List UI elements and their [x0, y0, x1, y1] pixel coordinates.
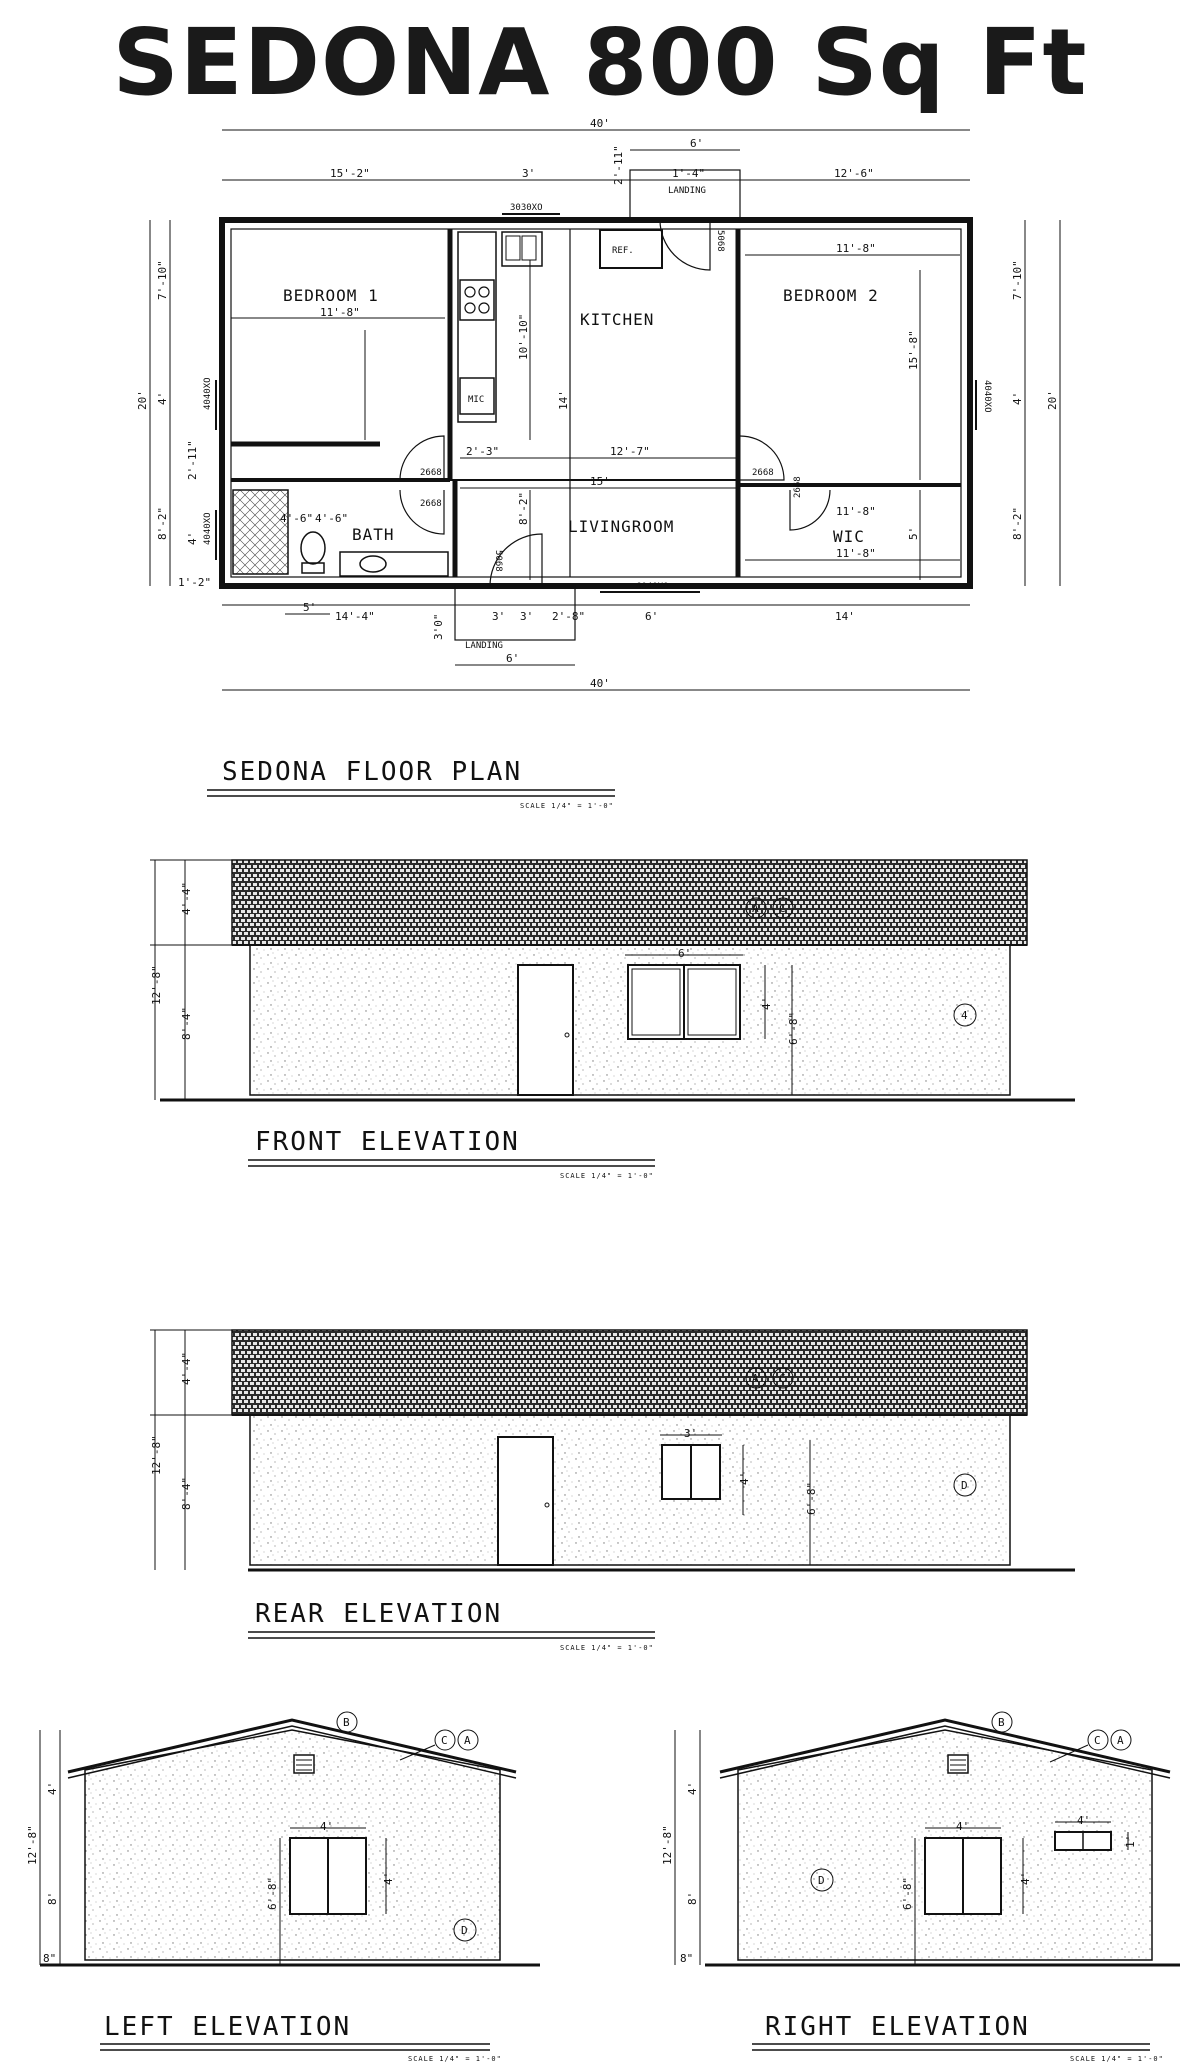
dim-text: 14' — [835, 610, 855, 623]
window-tag: 3030XO — [510, 203, 543, 213]
dim-text: 11'-8" — [836, 547, 876, 560]
dim-text: 4' — [1011, 391, 1024, 405]
dim-text: 4' — [1019, 1871, 1032, 1885]
dim-text: 3' — [684, 1427, 698, 1440]
landing-label: LANDING — [668, 186, 706, 196]
window-tag: 4040XO — [203, 377, 213, 410]
dim-text: 20' — [136, 390, 149, 410]
room-livingroom: LIVINGROOM — [568, 517, 675, 536]
dim-text: 12'-7" — [610, 445, 650, 458]
caption-floor-plan: SEDONA FLOOR PLAN — [222, 757, 523, 787]
front-door — [518, 965, 573, 1095]
caption-rear-elevation: REAR ELEVATION — [255, 1599, 503, 1629]
dim-text: 6' — [678, 947, 692, 960]
dim-text: 14'-4" — [335, 610, 375, 623]
dim-text: 1' — [1124, 1834, 1137, 1848]
scale-note: SCALE 1/4" = 1'-0" — [408, 2055, 502, 2063]
floor-plan-labels — [136, 117, 1059, 690]
dim-text: 4' — [1077, 1814, 1091, 1827]
dim-text: 14' — [557, 390, 570, 410]
dim-text: 4' — [186, 531, 199, 545]
right-elevation — [661, 1712, 1180, 2063]
scale-note: SCALE 1/4" = 1'-0" — [1070, 2055, 1164, 2063]
landing-label: LANDING — [465, 641, 503, 651]
window-tag: 6040XO — [636, 582, 669, 592]
dim-text: 6'-8" — [266, 1876, 279, 1910]
dim-text: 4' — [760, 996, 773, 1010]
lavatory — [360, 556, 386, 572]
elev-tag: A — [752, 1372, 759, 1385]
elev-tag: A — [752, 902, 759, 915]
front-elevation — [150, 860, 1075, 1180]
kitchen-counter — [458, 232, 496, 422]
dim-text: 3' — [522, 167, 536, 180]
dimension-lines — [150, 130, 1060, 690]
dim-text: 12'-8" — [150, 965, 163, 1005]
dim-text: 4' — [686, 1781, 699, 1795]
dim-text: 10'-10" — [517, 313, 530, 360]
shower — [233, 490, 288, 574]
dim-text: 1'-4" — [672, 167, 706, 180]
dim-text: 8'-2" — [517, 491, 530, 525]
elev-tag: 4 — [961, 1009, 968, 1022]
door-tag: 2668 — [793, 476, 803, 498]
elev-tag: D — [961, 1479, 968, 1492]
dim-text: 4'-6" — [315, 512, 349, 525]
dim-text: 4' — [156, 391, 169, 405]
dim-text: 4' — [46, 1781, 59, 1795]
wall-stucco — [250, 1415, 1010, 1565]
room-bath: BATH — [352, 525, 395, 544]
door-tag: 2668 — [420, 499, 442, 509]
dim-text: 8'-4" — [180, 1006, 193, 1040]
room-bedroom-1: BEDROOM 1 — [283, 286, 379, 305]
dim-text: 6'-8" — [805, 1481, 818, 1515]
bath-door-swing — [400, 490, 444, 534]
dim-text: 8' — [686, 1891, 699, 1905]
dim-text: 6'-8" — [901, 1876, 914, 1910]
dim-text: 2'-8" — [552, 610, 586, 623]
toilet — [301, 532, 325, 564]
dim-text: 15'-2" — [330, 167, 370, 180]
dim-text: 3' — [492, 610, 506, 623]
door-tag: 2668 — [420, 468, 442, 478]
dim-text: 40' — [590, 117, 610, 130]
left-elevation — [26, 1712, 540, 2063]
dim-text: 8'-4" — [180, 1476, 193, 1510]
dim-text: 40' — [590, 677, 610, 690]
floor-plan — [150, 130, 1060, 690]
dim-text: 7'-10" — [1011, 260, 1024, 300]
window-tag: 4040XO — [982, 380, 992, 413]
rear-door-swing — [660, 220, 710, 270]
dim-text: 1'-2" — [178, 576, 212, 589]
dim-text: 12'-8" — [26, 1825, 39, 1865]
dim-text: 7'-10" — [156, 260, 169, 300]
elev-tag: B — [998, 1716, 1005, 1729]
dim-text: 8'-2" — [156, 506, 169, 540]
dim-text: 2'-11" — [186, 440, 199, 480]
dim-text: 4'-6" — [280, 512, 314, 525]
scale-note: SCALE 1/4" = 1'-0" — [560, 1172, 654, 1180]
dim-text: 4' — [382, 1871, 395, 1885]
elev-tag: B — [343, 1716, 350, 1729]
scale-note: SCALE 1/4" = 1'-0" — [520, 802, 614, 810]
door-tag: 5068 — [493, 550, 503, 572]
mic-label: MIC — [468, 395, 485, 405]
dim-text: 8' — [46, 1891, 59, 1905]
dim-text: 4'-4" — [180, 1351, 193, 1385]
dim-text: 4' — [738, 1471, 751, 1485]
dim-text: 8'-2" — [1011, 506, 1024, 540]
dim-text: 11'-8" — [320, 306, 360, 319]
dim-text: 5' — [907, 526, 920, 540]
caption-front-elevation: FRONT ELEVATION — [255, 1127, 520, 1157]
dim-text: 6' — [645, 610, 659, 623]
dim-text: 4' — [956, 1820, 970, 1833]
scale-note: SCALE 1/4" = 1'-0" — [560, 1644, 654, 1652]
dim-text: 3' — [520, 610, 534, 623]
range — [460, 280, 494, 320]
dim-text: 11'-8" — [836, 505, 876, 518]
caption-right-elevation: RIGHT ELEVATION — [765, 2012, 1030, 2042]
dim-text: 15' — [590, 475, 610, 488]
elev-tag: C — [1094, 1734, 1101, 1747]
rear-elevation — [150, 1330, 1075, 1652]
elev-tag: A — [464, 1734, 471, 1747]
dim-text: 20' — [1046, 390, 1059, 410]
room-kitchen: KITCHEN — [580, 310, 655, 329]
elev-tag: A — [1117, 1734, 1124, 1747]
elev-tag: D — [461, 1924, 468, 1937]
caption-left-elevation: LEFT ELEVATION — [104, 2012, 352, 2042]
page-title: SEDONA 800 Sq Ft — [112, 9, 1088, 116]
dim-text: 12'-8" — [661, 1825, 674, 1865]
elev-tag: C — [779, 902, 786, 915]
dim-text: 6'-8" — [787, 1011, 800, 1045]
roof-shingles — [232, 1330, 1027, 1415]
dim-text: 6' — [690, 137, 704, 150]
dim-text: 12'-8" — [150, 1435, 163, 1475]
dim-text: 2'-3" — [466, 445, 500, 458]
door-tag: 5068 — [715, 230, 725, 252]
dim-text: 5' — [303, 601, 317, 614]
floor-plan-caption — [207, 757, 615, 810]
dim-text: 4' — [320, 1820, 334, 1833]
dim-text: 8" — [43, 1952, 57, 1965]
elev-tag: C — [779, 1372, 786, 1385]
vanity — [340, 552, 448, 576]
rear-door — [498, 1437, 553, 1565]
dim-text: 4'-4" — [180, 881, 193, 915]
roof-shingles — [232, 860, 1027, 945]
dim-text: 8" — [680, 1952, 694, 1965]
elev-tag: D — [818, 1874, 825, 1887]
elev-tag: C — [441, 1734, 448, 1747]
window-tag: 4040XO — [203, 512, 213, 545]
dim-text: 15'-8" — [907, 330, 920, 370]
room-wic: WIC — [833, 527, 865, 546]
dim-text: 12'-6" — [834, 167, 874, 180]
dim-text: 11'-8" — [836, 242, 876, 255]
door-tag: 2668 — [752, 468, 774, 478]
ref-label: REF. — [612, 246, 634, 256]
dim-text: 2'-11" — [612, 145, 625, 185]
room-bedroom-2: BEDROOM 2 — [783, 286, 879, 305]
dim-text: 6' — [506, 652, 520, 665]
dim-text: 3'0" — [432, 613, 445, 640]
